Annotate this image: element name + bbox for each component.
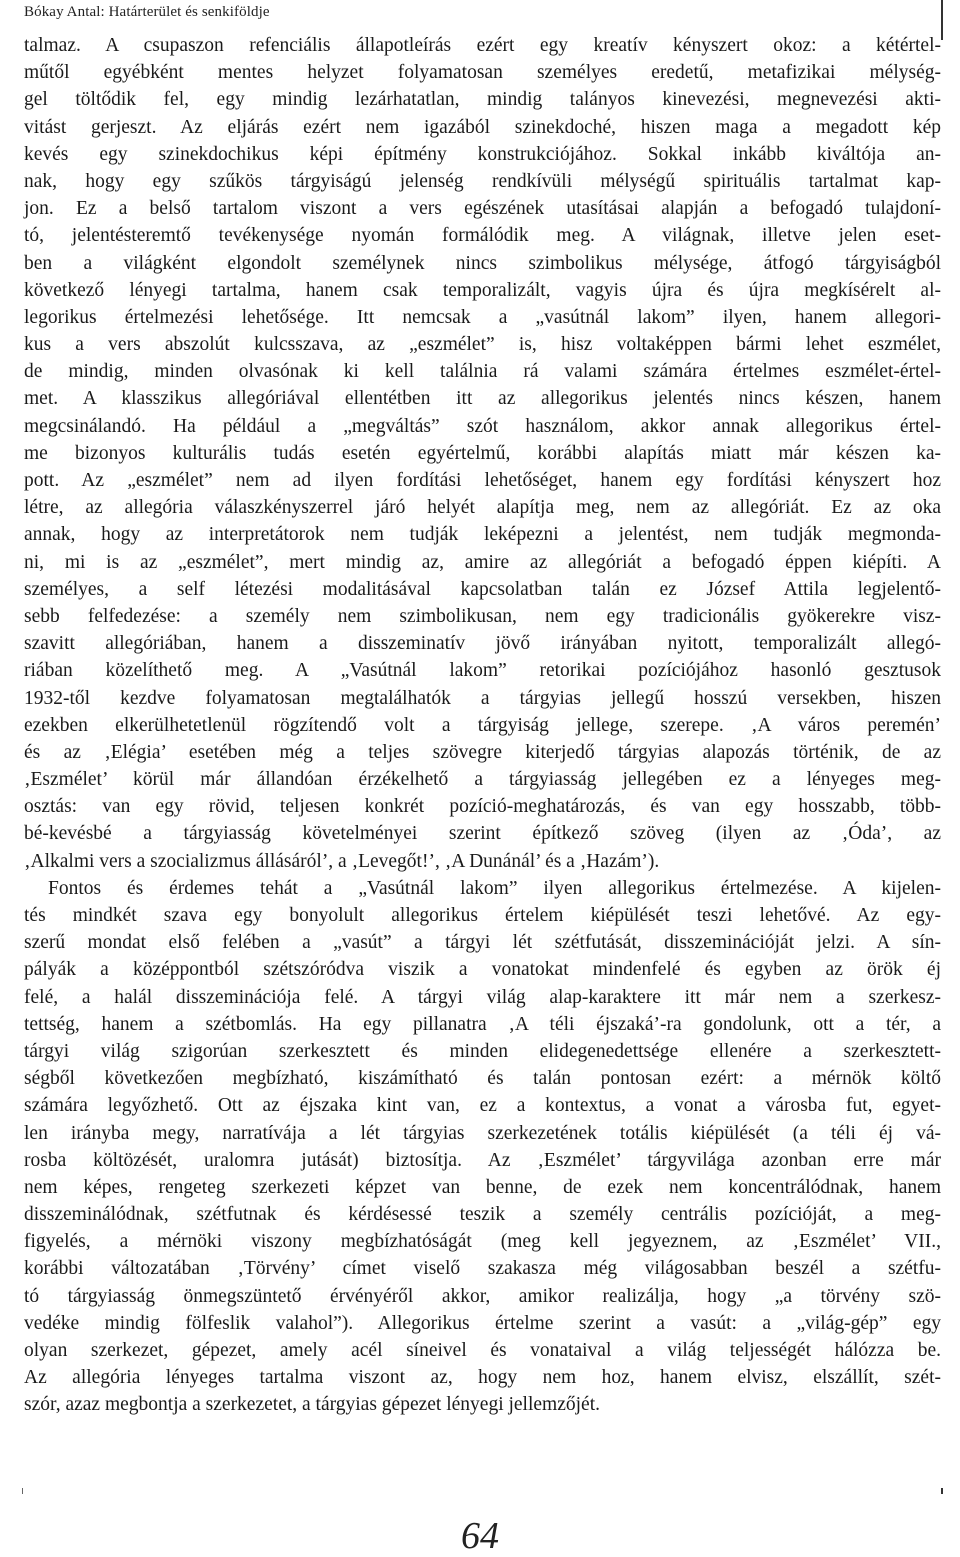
- text-line: szavitt allegóriában, hanem a disszeminatív jövő irányában nyitott, temporalizált allegó-: [24, 633, 941, 655]
- text-line: jon. Ez a belső tartalom viszont a vers egészének utasításai alapján a befogadó tulajdoní-: [24, 198, 941, 220]
- page-number: 64: [461, 1515, 499, 1557]
- text-line: bé-kevésbé a tárgyiasság követelményei szerint építkező szöveg (ilyen az ‚Óda’, az: [24, 823, 941, 845]
- text-line: rosba költözését, uralomra jutását) biztosítja. Az ‚Eszmélet’ tárgyvilága azonban erre már: [24, 1149, 941, 1171]
- text-line: következő lényegi tartalma, hanem csak temporalizált, vagyis újra és újra megkísérelt al-: [24, 279, 941, 301]
- text-line: létre, az allegória válaszkényszerrel járó helyét alapítja meg, nem az allegóriát. Ez az oka: [24, 497, 941, 519]
- text-line: tés mindkét szava egy bonyolult allegorikus értelem kiépülését teszi lehetővé. Az egy-: [24, 905, 941, 926]
- text-line: ‚Eszmélet’ körül már állandóan érzékelhető a tárgyiasság jellegében ez a lényeges meg-: [24, 769, 941, 791]
- right-margin-rule-bottom: [941, 1488, 943, 1494]
- text-line: talmaz. A csupaszon refenciális állapotleírás ezért egy kreatív kényszert okoz: a kétértel-: [24, 35, 941, 56]
- text-line: ni, mi is az „eszmélet”, mert mindig az, amire az allegóriát a befogadó éppen kiépíti. A: [24, 551, 941, 573]
- text-line: nem képes, rengeteg szerkezeti képzet van benne, de ezek nem koncentrálódnak, hanem: [24, 1176, 941, 1198]
- text-line: számára legyőzhető. Ott az éjszaka kint van, ez a kontextus, a vonat a városba fut, egyet-: [24, 1095, 941, 1117]
- text-line: nak, hogy egy szűkös tárgyiságú jelenség rendkívüli mélységű spirituális tartalmat kap-: [24, 170, 941, 192]
- paragraph: [24, 32, 941, 875]
- text-line: megcsinálandó. Ha például a „megváltás” szót használom, akkor annak allegorikus értel-: [24, 415, 941, 437]
- text-line: gel töltődik fel, egy mindig lezárhatatlan, mindig talányos kinevezési, megnevezési akti-: [24, 89, 941, 111]
- paragraph: [24, 875, 941, 1419]
- text-line: szór, azaz megbontja a szerkezetet, a tárgyias gépezet lényegi jellemzőjét.: [24, 1394, 600, 1416]
- text-line: tó, jelentésteremtő tevékenysége nyomán formálódik meg. A világnak, illetve jelen eset-: [24, 225, 941, 247]
- text-line: vitást gerjeszt. Az eljárás ezért nem igazából szinekdoché, hiszen maga a megadott kép: [24, 116, 941, 138]
- text-line: de mindig, minden olvasónak ki kell találnia rá valami számára értelmes eszmélet-értel-: [24, 361, 941, 383]
- text-line: sebb felfedezése: a személy nem szimbolikusan, nem egy tradicionális gyökerekre visz-: [24, 605, 941, 627]
- text-line: felé, a halál disszeminációja felé. A tárgyi világ alap-karaktere itt már nem a szerkesz-: [24, 986, 941, 1008]
- text-line: személyes, a self létezési modalitásával kapcsolatban talán ez József Attila legjelentő-: [24, 578, 941, 600]
- text-line: pott. Az „eszmélet” nem ad ilyen fordítási lehetőséget, hanem egy fordítási kényszert hoz: [24, 470, 941, 491]
- body-text: [24, 32, 941, 1419]
- text-line: korábbi változatában ‚Törvény’ címet viselő szakasza még világosabban beszél a szétfu-: [24, 1258, 941, 1280]
- left-margin-rule-bottom: [22, 1488, 23, 1494]
- text-line: disszeminálódnak, szétfutnak és kérdésessé teszik a személy centrális pozícióját, a meg-: [24, 1204, 941, 1226]
- text-line: osztás: van egy rövid, teljesen konkrét pozíció-meghatározás, és van egy hosszabb, több-: [24, 796, 941, 818]
- right-margin-rule: [941, 0, 943, 40]
- text-line: szerű mondat első felében a „vasút” a tárgyi lét szétfutását, disszeminációját jelzi. A sín-: [24, 932, 941, 954]
- text-line: me bizonyos kulturális tudás esetén egyértelmű, korábbi alapítás miatt már készen ka-: [24, 442, 941, 464]
- text-line: műtől egyébként mentes helyzet folyamatosan személyes eredetű, metafizikai mélység-: [24, 62, 941, 84]
- text-line: annak, hogy az interpretátorok nem tudják leképezni a jelentést, nem tudják megmonda-: [24, 524, 941, 546]
- text-line: ben a világként elgondolt személynek nincs szimbolikus mélysége, átfogó tárgyiságból: [24, 252, 941, 274]
- text-line: ‚Alkalmi vers a szocializmus állásáról’, a ‚Levegőt!’, ‚A Dunánál’ és a ‚Hazám’).: [24, 850, 660, 872]
- text-line: legorikus értelmezési lehetősége. Itt nemcsak a „vasútnál lakom” ilyen, hanem allegori-: [24, 306, 941, 328]
- text-line: pályák a középpontból szétszóródva viszik a vonatokat mindenfelé és egyben az örök éj: [24, 959, 941, 981]
- running-head: Bókay Antal: Határterület és senkiföldje: [24, 4, 270, 20]
- text-line: és az ‚Elégia’ esetében még a teljes szövegre kiterjedő tárgyias alapozás történik, de az: [24, 741, 941, 763]
- text-line: olyan szerkezet, gépezet, amely acél síneivel és vonataival a világ teljességét hálózza be.: [24, 1340, 941, 1361]
- text-line: len irányba megy, narratívája a lét tárgyias szerkezetének totális kiépülését (a téli éj vá-: [24, 1122, 941, 1144]
- text-line: tó tárgyiasság önmegszüntető érvényéről akkor, amikor realizálja, hogy „a törvény szö-: [24, 1285, 941, 1307]
- text-line: tettség, hanem a szétbomlás. Ha egy pillanatra ‚A téli éjszaká’-ra gondolunk, ott a tér, a: [24, 1013, 941, 1035]
- text-line: riában közelíthető meg. A „Vasútnál lakom” retorikai pozíciójához hasonló gesztusok: [24, 660, 941, 682]
- text-line: kus a vers abszolút kulcsszava, az „eszmélet” is, hisz voltaképpen bármi lehet eszmélet,: [24, 334, 941, 356]
- text-line: met. A klasszikus allegóriával ellentétben itt az allegorikus jelentés nincs készen, hanem: [24, 388, 941, 410]
- text-line: Az allegória lényeges tartalma viszont az, hogy nem hoz, hanem elvisz, elszállít, szét-: [24, 1367, 941, 1389]
- text-line: ezekben elkerülhetetlenül rögzítendő volt a tárgyiság jellege, szerepe. ‚A város peremén’: [24, 714, 941, 736]
- text-line: vedéke mindig fölfeslik valahol”). Allegorikus értelme szerint a vasút: a „világ-gép” egy: [24, 1312, 941, 1334]
- text-line: figyelés, a mérnöki viszony megbízhatóságát (meg kell jegyeznem, az ‚Eszmélet’ VII.,: [24, 1231, 941, 1253]
- text-line: 1932-től kezdve folyamatosan megtalálhatók a tárgyias jellegű hosszú versekben, hiszen: [24, 687, 941, 709]
- text-line: Fontos és érdemes tehát a „Vasútnál lakom” ilyen allegorikus értelmezése. A kijelen-: [48, 877, 941, 899]
- text-line: ségből következően megbízható, kiszámítható és talán pontosan ezért: a mérnök költő: [24, 1068, 941, 1090]
- text-line: tárgyi világ szigorúan szerkesztett és minden elidegenedettsége ellenére a szerkesztett-: [24, 1040, 941, 1062]
- text-line: kevés egy szinekdochikus képi építmény konstrukciójához. Sokkal inkább kiváltója an-: [24, 143, 941, 165]
